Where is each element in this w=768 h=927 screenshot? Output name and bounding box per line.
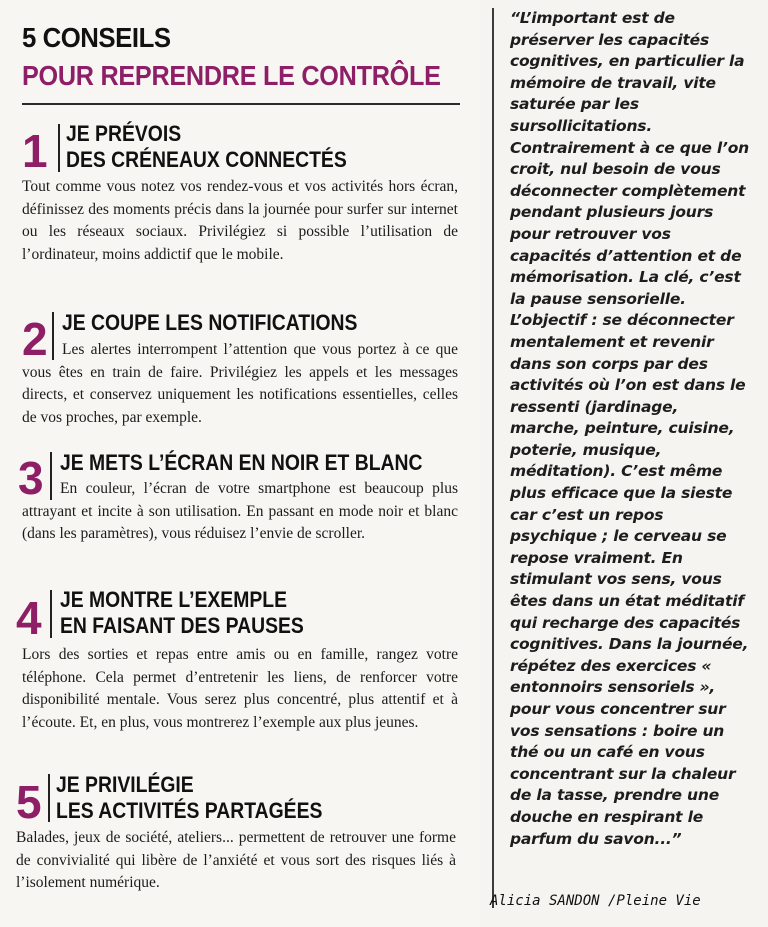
tip-number-divider [58, 124, 60, 172]
tip-heading-line2: LES ACTIVITÉS PARTAGÉES [56, 798, 323, 823]
handwritten-signature: Alicia SANDON /Pleine Vie [490, 893, 701, 909]
tip-body: En couleur, l’écran de votre smartphone est beaucoup plus attrayant et incite à son utilisation. En passant en mode noir et blanc (dans les paramètres), vous réduisez l’envie de scroller. [22, 480, 458, 542]
tip-number: 2 [22, 313, 48, 365]
title-divider [22, 103, 460, 105]
tip-body: Les alertes interrompent l’attention que vous portez à ce que vous êtes en train de faire. Privilégiez les appels et les messages directs, et conservez uniquement les notifications essentielles, celles de vos proches, par exemple. [22, 341, 458, 426]
tip-heading-line1: JE MONTRE L’EXEMPLE [60, 587, 287, 612]
tip-heading-line1: JE PRIVILÉGIE [56, 772, 194, 797]
tip-heading-line1: JE METS L’ÉCRAN EN NOIR ET BLANC [60, 450, 423, 475]
tip-number-divider [48, 774, 50, 822]
page-subtitle: POUR REPRENDRE LE CONTRÔLE [22, 60, 441, 91]
tip-body: Lors des sorties et repas entre amis ou en famille, rangez votre téléphone. Cela permet d’entretenir les liens, de renforcer votre disponibilité mentale. Vous serez plus concentré, plus attentif et à l’écoute. Et, en plus, vous montrerez l’exemple aux plus jeunes. [22, 646, 458, 731]
column-divider [492, 8, 494, 908]
tip-number: 5 [16, 776, 42, 828]
tip-number: 1 [22, 125, 48, 177]
tip-heading-line1: JE PRÉVOIS [66, 121, 182, 146]
tip-heading-line1: JE COUPE LES NOTIFICATIONS [62, 310, 358, 335]
tip-number: 3 [18, 452, 44, 504]
tip-heading-line2: EN FAISANT DES PAUSES [60, 613, 304, 638]
tip-number: 4 [16, 592, 42, 644]
page-title: 5 CONSEILS [22, 22, 171, 53]
expert-quote: “L’important est de préserver les capacités cognitives, en particulier la mémoire de travail, vite saturée par les sursollicitations. Contrairement à ce que l’on croit, nul besoin de vous déconnecter complètement pendant plusieurs jours pour retrouver vos capacités d’attention et de mémorisation. La clé, c’est la pause sensorielle. L’objectif : se déconnecter mentalement et revenir dans son corps par des activités où l’on est dans le ressenti (jardinage, marche, peinture, cuisine, poterie, musique, méditation). C’est même plus efficace que la sieste car c’est un repos psychique ; le cerveau se repose vraiment. En stimulant vos sens, vous êtes dans un état méditatif qui recharge des capacités cognitives. Dans la journée, répétez des exercices « entonnoirs sensoriels », pour vous concentrer sur vos sensations : boire un thé ou un café en vous concentrant sur la chaleur de la tasse, prendre une douche en respirant le parfum du savon...” [510, 9, 750, 848]
tip-body: Tout comme vous notez vos rendez-vous et vos activités hors écran, définissez des moments précis dans la journée pour surfer sur internet ou les réseaux sociaux. Privilégiez si possible l’utilisation de l’ordinateur, moins addictif que le mobile. [22, 178, 458, 263]
tip-body: Balades, jeux de société, ateliers... permettent de retrouver une forme de convivialité qui libère de l’anxiété et vous sort des risques liés à l’isolement numérique. [16, 829, 456, 891]
tip-heading-line2: DES CRÉNEAUX CONNECTÉS [66, 147, 347, 172]
tip-number-divider [50, 590, 52, 638]
